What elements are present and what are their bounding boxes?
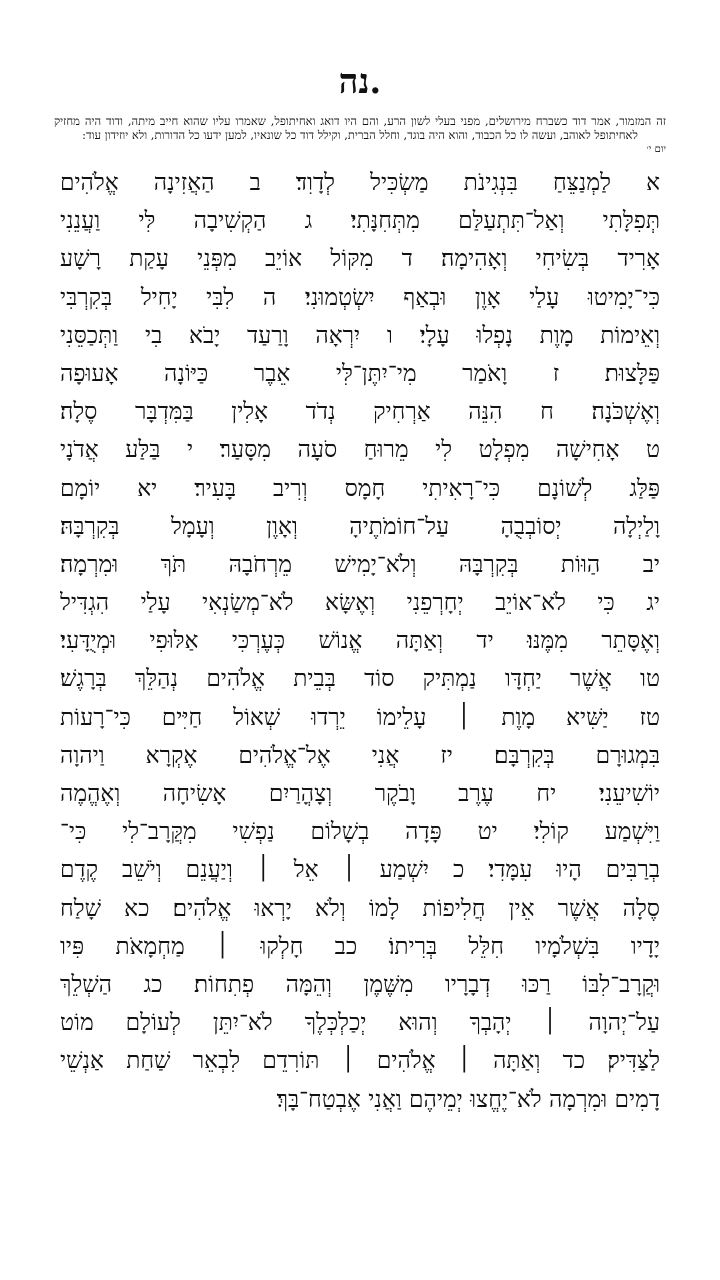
psalm-line: וְאֶשְׁכֹּנָה׃ ח הִנֵּה אַרְחִיק נְדֹד אָלִין בַּמִּדְבָּר סֶלָה׃ <box>60 398 660 426</box>
psalm-line: וְאֶסָּתֵר מִמֶּנּוּ׃ יד וְאַתָּה אֱנוֹשׁ כְּעֶרְכִּי אַלּוּפִי וּמְיֻדָּעִי׃ <box>60 627 660 655</box>
psalm-line: ט אָחִישָׁה מִפְלָט לִי מֵרוּחַ סֹעָה מִסָּעַר׃ י בַּלַּע אֲדֹנָי <box>60 436 660 464</box>
psalm-line: אָרִיד בְּשִׂיחִי וְאָהִימָה׃ ד מִקּוֹל אוֹיֵב מִפְּנֵי עָקַת רָשָׁע <box>60 245 660 273</box>
psalm-line: יג כִּי לֹא־אוֹיֵב יְחָרְפֵנִי וְאֶשָּׂא לֹא־מְשַׂנְאִי עָלַי הִגְדִּיל <box>60 589 660 617</box>
day-label: יום י׳ <box>646 144 666 155</box>
psalm-line: וּקֲרָב־לִבּוֹ רַכּוּ דְבָרָיו מִשֶּׁמֶן וְהֵמָּה פְתִחוֹת׃ כג הַשְׁלֵךְ <box>60 970 660 998</box>
psalm-line: בְרַבִּים הָיוּ עִמָּדִי׃ כ יִשְׁמַע ׀ אֵל ׀ וְיַעֲנֵם וְיֹשֵׁב קֶדֶם <box>60 856 660 884</box>
psalm-line: יוֹשִׁיעֵנִי׃ יח עֶרֶב וָבֹקֶר וְצָהֳרַיִם אָשִׂיחָה וְאֶהֱמֶה <box>60 780 660 807</box>
psalm-line: יָדָיו בִּשְׁלֹמָיו חִלֵּל בְּרִיתוֹ׃ כב חָלְקוּ ׀ מַחְמָאֹת פִּיו <box>60 932 660 960</box>
psalm-line: סֶלָה אֲשֶׁר אֵין חֲלִיפוֹת לָמוֹ וְלֹא יָרְאוּ אֱלֹהִים׃ כא שָׁלַח <box>60 894 660 922</box>
intro-paragraph: זה המזמור, אמר דוד כשברח מירושלים, מפני בעלי לשון הרע, והם היו דואג ואחיתופל, שאמרו עליו שהוא חייב מיתה, ודוד היה מחזיק לאחיתופל לאוהב, ועשה לו כל הכבוד, והוא היה בוגד, וחלל הברית, וקילל דוד כל שונאיו, למען ידעו כל הדורות, ולא יוזידון עוד: <box>54 114 666 142</box>
psalm-line: טו אֲשֶׁר יַחְדָּו נַמְתִּיק סוֹד בְּבֵית אֱלֹהִים נְהַלֵּךְ בְּרָגֶשׁ׃ <box>60 665 660 693</box>
psalm-line: בִּמְגוּרָם בְּקִרְבָּם׃ יז אֲנִי אֶל־אֱלֹהִים אֶקְרָא וַיהוָה <box>60 741 660 769</box>
psalm-line: וָלַיְלָה יְסוֹבְבֻהָ עַל־חוֹמֹתֶיהָ וְאָוֶן וְעָמָל בְּקִרְבָּהּ׃ <box>60 512 660 540</box>
page-title: נה. <box>338 62 382 102</box>
psalm-text <box>60 164 660 1119</box>
psalm-line: כִּי־יָמִיטוּ עָלַי אָוֶן וּבְאַף יִשְׂטְמוּנִי׃ ה לִבִּי יָחִיל בְּקִרְבִּי <box>60 283 660 311</box>
psalm-line: א לַמְנַצֵּחַ בִּנְגִינֹת מַשְׂכִּיל לְדָוִד׃ ב הַאֲזִינָה אֱלֹהִים <box>60 169 660 196</box>
psalm-line: תְּפִלָּתִי וְאַל־תִּתְעַלַּם מִתְּחִנָּתִי׃ ג הַקְשִׁיבָה לִּי וַעֲנֵנִי <box>60 207 660 235</box>
psalm-line: לַצַּדִּיק׃ כד וְאַתָּה ׀ אֱלֹהִים ׀ תּוֹרִדֵם לִבְאֵר שַׁחַת אַנְשֵׁי <box>60 1047 660 1075</box>
psalm-line: פַּלַּג לְשׁוֹנָם כִּי־רָאִיתִי חָמָס וְרִיב בָּעִיר׃ יא יוֹמָם <box>60 474 660 502</box>
psalm-line: וַיִּשְׁמַע קוֹלִי׃ יט פָּדָה בְשָׁלוֹם נַפְשִׁי מִקֲּרָב־לִי כִּי־ <box>60 818 660 846</box>
psalm-line: וְאֵימוֹת מָוֶת נָפְלוּ עָלָי׃ ו יִרְאָה וָרַעַד יָבֹא בִי וַתְּכַסֵּנִי <box>60 321 660 349</box>
psalm-line: פַּלָּצוּת׃ ז וָאֹמַר מִי־יִתֶּן־לִּי אֵבֶר כַּיּוֹנָה אָעוּפָה <box>60 359 660 387</box>
psalm-line: דָמִים וּמִרְמָה לֹא־יֶחֱצוּ יְמֵיהֶם וַאֲנִי אֶבְטַח־בָּךְ׃ <box>276 1085 660 1113</box>
psalm-line: עַל־יְהוָה ׀ יְהָבְךָ וְהוּא יְכַלְכְּלֶךָ לֹא־יִתֵּן לְעוֹלָם מוֹט <box>60 1009 660 1037</box>
psalm-line: יב הַוּוֹת בְּקִרְבָּהּ וְלֹא־יָמִישׁ מֵרְחֹבָהּ תֹּךְ וּמִרְמָה׃ <box>60 550 660 578</box>
psalm-line: טז יַשִּׁיא מָוֶת ׀ עָלֵימוֹ יֵרְדוּ שְׁאוֹל חַיִּים כִּי־רָעוֹת <box>60 703 660 731</box>
